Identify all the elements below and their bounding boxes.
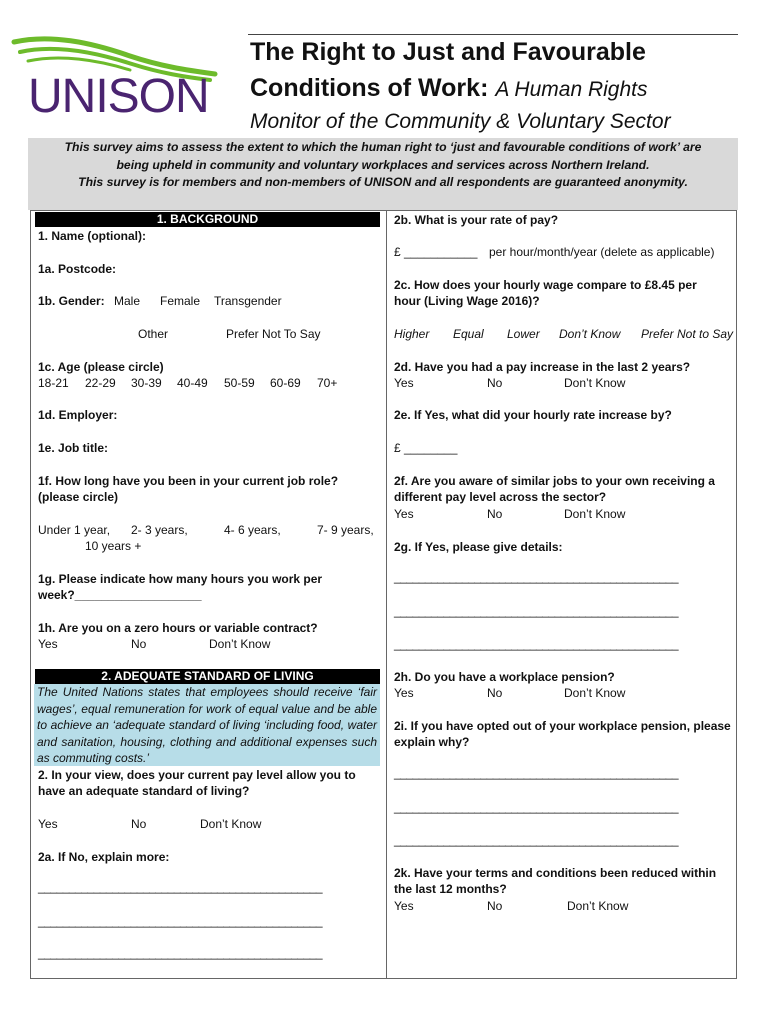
q2h-option-no[interactable]: No (487, 686, 503, 700)
q2k-terms-label: 2k. Have your terms and conditions been reduced within (394, 866, 717, 880)
q1g-hours-field[interactable]: week?___________________ (38, 588, 202, 602)
age-option[interactable]: 30-39 (131, 376, 162, 390)
q2d-increase-label: 2d. Have you had a pay increase in the last 2 years? (394, 360, 691, 374)
q2k-option-no[interactable]: No (487, 899, 503, 913)
q2k-option-dont-know[interactable]: Don’t Know (567, 899, 629, 913)
q1f-duration-hint: (please circle) (38, 490, 119, 504)
q1h-option-yes[interactable]: Yes (38, 637, 58, 651)
title-line-1: The Right to Just and Favourable (250, 38, 646, 66)
q2c-option-higher[interactable]: Higher (394, 327, 430, 341)
intro-box (28, 138, 738, 210)
q2b-rate-unit: per hour/month/year (delete as applicable) (489, 245, 715, 259)
q2h-pension-label: 2h. Do you have a workplace pension? (394, 670, 615, 684)
duration-option[interactable]: 10 years + (85, 539, 142, 553)
title-rule (248, 34, 738, 35)
age-option[interactable]: 50-59 (224, 376, 255, 390)
q2i-answer-line[interactable]: ______________________________________________ (394, 800, 678, 814)
duration-option[interactable]: 7- 9 years, (317, 523, 374, 537)
duration-option[interactable]: 2- 3 years, (131, 523, 188, 537)
q2a-answer-line[interactable]: ______________________________________________ (38, 914, 322, 928)
q1h-option-no[interactable]: No (131, 637, 147, 651)
q1g-hours-label: 1g. Please indicate how many hours you work per (38, 572, 323, 586)
q2i-opt-out-label: 2i. If you have opted out of your workplace pension, please (394, 719, 731, 733)
age-option[interactable]: 40-49 (177, 376, 208, 390)
duration-option[interactable]: 4- 6 years, (224, 523, 281, 537)
q2g-answer-line[interactable]: ______________________________________________ (394, 637, 678, 651)
q2k-terms-label-cont: the last 12 months? (394, 882, 507, 896)
q2c-option-lower[interactable]: Lower (507, 327, 540, 341)
q1c-age-label: 1c. Age (please circle) (38, 360, 164, 374)
q2f-similar-jobs-label: 2f. Are you aware of similar jobs to your own receiving a (394, 474, 715, 488)
q1f-duration-label: 1f. How long have you been in your current job role? (38, 474, 339, 488)
q1a-postcode-label: 1a. Postcode: (38, 262, 117, 276)
q1h-contract-label: 1h. Are you on a zero hours or variable contract? (38, 621, 318, 635)
age-option[interactable]: 22-29 (85, 376, 116, 390)
q2c-option-equal[interactable]: Equal (453, 327, 484, 341)
un-statement-box: The United Nations states that employees should receive ‘fair wages’, equal remuneration for work of equal value and be able to achieve an ‘adequate standard of living ‘including food, water and sanitation, housing, clothing and additional expenses such as commuting costs.’ (34, 684, 380, 766)
duration-option[interactable]: Under 1 year, (38, 523, 111, 537)
q2d-option-yes[interactable]: Yes (394, 376, 414, 390)
q1-name-label: 1. Name (optional): (38, 229, 147, 243)
age-option[interactable]: 18-21 (38, 376, 69, 390)
gender-option-male[interactable]: Male (114, 294, 141, 308)
q2f-option-no[interactable]: No (487, 507, 503, 521)
q1e-job-title-label: 1e. Job title: (38, 441, 109, 455)
q2g-answer-line[interactable]: ______________________________________________ (394, 604, 678, 618)
q2i-answer-line[interactable]: ______________________________________________ (394, 833, 678, 847)
q2c-compare-label-cont: hour (Living Wage 2016)? (394, 294, 540, 308)
column-divider (386, 210, 387, 979)
q1h-option-dont-know[interactable]: Don’t Know (209, 637, 271, 651)
gender-option-transgender[interactable]: Transgender (214, 294, 282, 308)
q2d-option-no[interactable]: No (487, 376, 503, 390)
logo-wordmark: UNISON (28, 70, 209, 123)
q2-option-dont-know[interactable]: Don’t Know (200, 817, 262, 831)
q2-option-yes[interactable]: Yes (38, 817, 58, 831)
q2h-option-yes[interactable]: Yes (394, 686, 414, 700)
title-line-2 (250, 74, 647, 103)
q1d-employer-label: 1d. Employer: (38, 408, 118, 422)
age-option[interactable]: 60-69 (270, 376, 301, 390)
q2i-opt-out-label-cont: explain why? (394, 735, 470, 749)
title-line-2-bold: Conditions of Work: (250, 74, 489, 102)
q2-adequate-label-cont: have an adequate standard of living? (38, 784, 250, 798)
gender-option-female[interactable]: Female (160, 294, 201, 308)
q2g-details-label: 2g. If Yes, please give details: (394, 540, 563, 554)
q2c-compare-label: 2c. How does your hourly wage compare to £8.45 per (394, 278, 697, 292)
q2f-option-yes[interactable]: Yes (394, 507, 414, 521)
q2b-rate-label: 2b. What is your rate of pay? (394, 213, 559, 227)
q1b-gender-label: 1b. Gender: (38, 294, 105, 308)
section-background-header: 1. BACKGROUND (35, 212, 380, 227)
q2e-increase-amount-label: 2e. If Yes, what did your hourly rate increase by? (394, 408, 672, 422)
intro-line-1: This survey aims to assess the extent to which the human right to ‘just and favourable conditions of work’ are (64, 140, 702, 154)
title-line-3: Monitor of the Community & Voluntary Sector (250, 110, 671, 133)
title-line-2-italic: A Human Rights (495, 78, 648, 101)
gender-option-prefer-not[interactable]: Prefer Not To Say (226, 327, 321, 341)
q2-adequate-label: 2. In your view, does your current pay level allow you to (38, 768, 356, 782)
q2f-similar-jobs-label-cont: different pay level across the sector? (394, 490, 607, 504)
gender-option-other[interactable]: Other (138, 327, 169, 341)
q2d-option-dont-know[interactable]: Don’t Know (564, 376, 626, 390)
q2a-answer-line[interactable]: ______________________________________________ (38, 946, 322, 960)
intro-line-3: This survey is for members and non-members of UNISON and all respondents are guaranteed anonymity. (78, 175, 688, 189)
q2f-option-dont-know[interactable]: Don’t Know (564, 507, 626, 521)
intro-line-2: being upheld in community and voluntary workplaces and services across Northern Ireland. (116, 157, 650, 172)
q2c-option-dont-know[interactable]: Don’t Know (559, 327, 621, 341)
q2b-rate-field[interactable]: £ ___________ (394, 245, 478, 259)
q2c-option-prefer-not[interactable]: Prefer Not to Say (641, 327, 734, 341)
age-option[interactable]: 70+ (317, 376, 338, 390)
q2-option-no[interactable]: No (131, 817, 147, 831)
section-standard-of-living-header: 2. ADEQUATE STANDARD OF LIVING (35, 669, 380, 684)
q2a-answer-line[interactable]: ______________________________________________ (38, 880, 322, 894)
q2k-option-yes[interactable]: Yes (394, 899, 414, 913)
unison-logo (10, 30, 238, 126)
q2a-explain-label: 2a. If No, explain more: (38, 850, 170, 864)
q2h-option-dont-know[interactable]: Don’t Know (564, 686, 626, 700)
q2i-answer-line[interactable]: ______________________________________________ (394, 766, 678, 780)
q2g-answer-line[interactable]: ______________________________________________ (394, 570, 678, 584)
q2e-increase-amount-field[interactable]: £ ________ (394, 441, 458, 455)
